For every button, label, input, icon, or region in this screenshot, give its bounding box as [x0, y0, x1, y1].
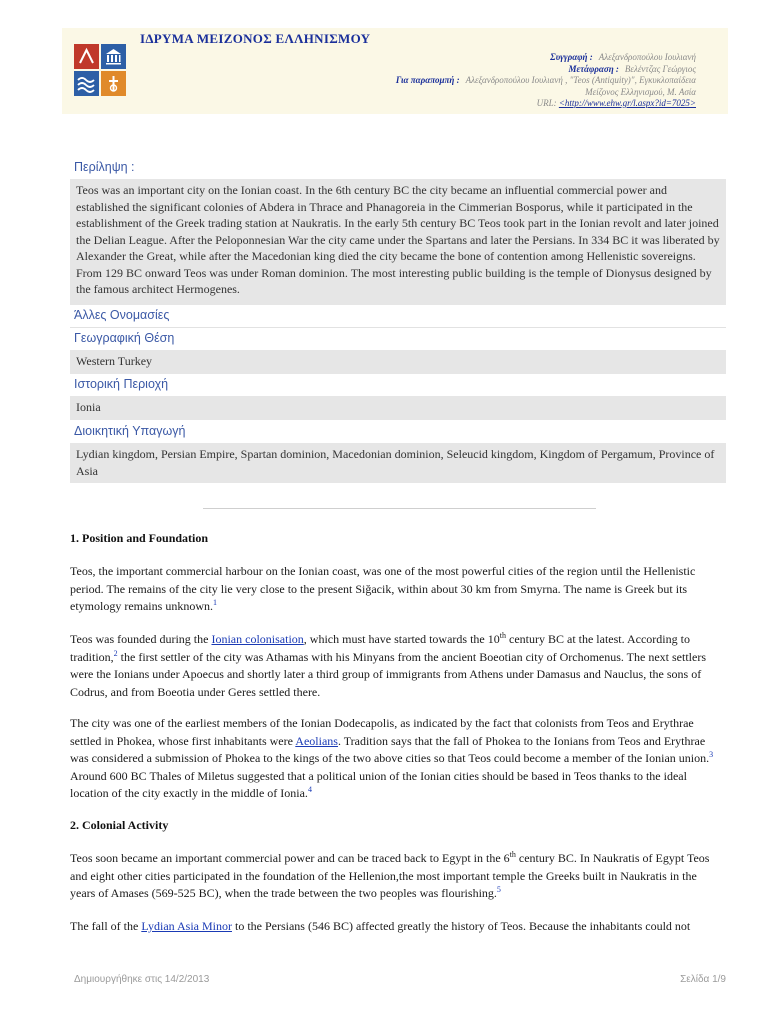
footer-page-number: Σελίδα 1/9: [680, 974, 726, 985]
paragraph-3: The city was one of the earliest members of the Ionian Dodecapolis, as indicated by the fact that colonists from Teos and Erythrae settled in Phokea, whose first inhabitants were Aeolians. Tradition says that the fall of Phokea to the Ionians from Teos and Erythrae was considered a submission of Phokea to the kings of the two above cities so that Teos could become a member of the Ionian union.$^3$ Around 600 BC Thales of Miletus suggested that a political union of the Ionian cities should be based in Teos thanks to the ideal location of the city exactly in the middle of Ionia.$^4$: [70, 716, 714, 800]
org-title: ΙΔΡΥΜΑ ΜΕΙΖΟΝΟΣ ΕΛΛΗΝΙΣΜΟΥ: [140, 31, 371, 46]
paragraph-4: Teos soon became an important commercial power and can be traced back to Egypt in the 6th century BC. In Naukratis of Egypt Teos and eight other cities participated in the foundation of the Hellenion,the most important temple the Greeks built in Naukratis in the years of Amases (569-525 BC), when the trade between the two peoples was flourishing.$^5$: [70, 850, 710, 900]
summary-box: [70, 179, 726, 305]
admin-box: [70, 443, 726, 483]
footnote-5-link[interactable]: 5: [496, 885, 501, 894]
author-label: Συγγραφή :: [550, 52, 593, 62]
other-names-line: [70, 327, 726, 328]
geo-box: [70, 350, 726, 374]
logo-cross-icon: [101, 71, 126, 96]
paragraph-1: Teos, the important commercial harbour on the Ionian coast, was one of the most powerful cities of the region until the Hellenistic period. The remains of the city lie very close to the present Siğacik, within about 30 km from Smyrna. The name is Greek but its etymology remains unknown.$^1$: [70, 564, 696, 613]
hist-box: [70, 396, 726, 420]
translation-label: Μετάφραση :: [568, 63, 619, 74]
author-row: [276, 52, 696, 64]
ionian-colonisation-link[interactable]: Ionian colonisation: [211, 632, 304, 646]
citation-row: [276, 75, 696, 87]
hist-label: Ιστορική Περιοχή: [74, 377, 169, 391]
logo-temple-icon: [101, 44, 126, 69]
logo-alpha-icon: [74, 44, 99, 69]
url-row: [276, 98, 696, 110]
geo-label: Γεωγραφική Θέση: [74, 331, 175, 345]
foundation-logo: [74, 44, 126, 96]
lydian-asia-minor-link[interactable]: Lydian Asia Minor: [141, 919, 232, 933]
citation-line2: Μείζονος Ελληνισμού, Μ. Ασία: [585, 86, 696, 97]
heading-colonial-activity: 2. Colonial Activity: [70, 818, 169, 832]
footnote-3-link[interactable]: 3: [709, 750, 714, 759]
other-names-label: Άλλες Ονομασίες: [74, 308, 170, 322]
footer-created-date: Δημιουργήθηκε στις 14/2/2013: [74, 974, 210, 985]
aeolians-link[interactable]: Aeolians: [295, 733, 338, 748]
section-divider: [203, 508, 596, 509]
url-link[interactable]: <http://www.ehw.gr/l.aspx?id=7025>: [558, 98, 696, 108]
admin-label: Διοικητική Υπαγωγή: [74, 424, 186, 438]
url-label: URL:: [536, 98, 557, 108]
summary-text: Teos was an important city on the Ionian coast. In the 6th century BC the city became an influential commercial power and established the significant colonies of Abdera in Thrace and Phanagoreia in the Cimmerian Bosporus, while it participated in the establishment of the Greek trading station at Naukratis. In the early 5th century BC Teos took part in the Ionian revolt and later joined the Delian League. After the Peloponnesian War the city came under the Spartans and later the Persians. In 334 BC it was liberated by Alexander the Great, while after the Macedonian king died the city became the bone of contention among Hellenistic sovereigns. From 129 BC onward Teos was under Roman dominion. The most interesting public building is the temple of Dionysus designed by the famous architect Hermogenes.: [76, 183, 720, 296]
heading-position-foundation: 1. Position and Foundation: [70, 531, 209, 545]
geo-value: Western Turkey: [76, 354, 153, 368]
logo-waves-icon: [74, 71, 99, 96]
citation-line1: Αλεξανδροπούλου Ιουλιανή , "Teos (Antiquity)", Εγκυκλοπαίδεια: [465, 75, 696, 85]
translation-row: [276, 64, 696, 76]
paragraph-2: Teos was founded during the Ionian colonisation, which must have started towards the 10th century BC at the latest. According to tradition,$^2$ the first settler of the city was Athamas with his Minyans from the ancient Boeotian city of Orchomenus. The next settlers were the Ionians under Apoecus and shortly later a third group of immigrants from Athens under Damasus and Nauclus, the sons of Codrus, and from Boeotia under Geres settled there.: [70, 631, 706, 699]
summary-title: Περίληψη :: [74, 160, 135, 174]
citation-label: Για παραπομπή :: [395, 75, 460, 85]
hist-value: Ionia: [76, 400, 101, 414]
paragraph-5: The fall of the Lydian Asia Minor to the Persians (546 BC) affected greatly the history of Teos. Because the inhabitants could not: [70, 919, 691, 933]
translation-value: Βελέντζας Γεώργιος: [624, 63, 696, 74]
metadata-block: [276, 52, 696, 110]
footnote-4-link[interactable]: 4: [307, 785, 312, 794]
footnote-2-link[interactable]: 2: [113, 648, 118, 658]
footnote-1-link[interactable]: 1: [212, 598, 217, 607]
author-value: Αλεξανδροπούλου Ιουλιανή: [598, 52, 696, 62]
admin-value: Lydian kingdom, Persian Empire, Spartan dominion, Macedonian dominion, Seleucid kingdom, Kingdom of Pergamum, Province of Asia: [76, 447, 715, 478]
